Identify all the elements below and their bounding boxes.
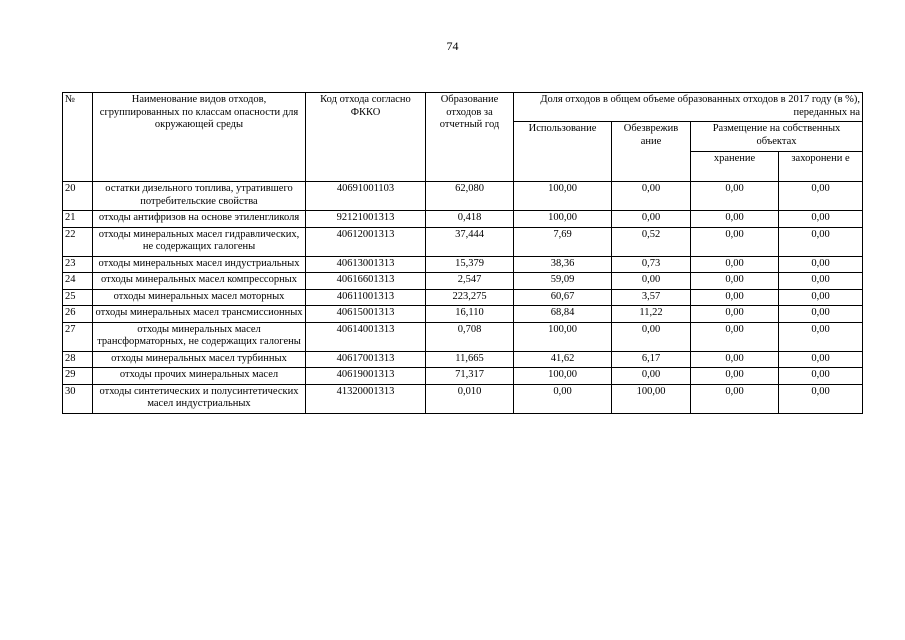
row-num: 30 — [63, 384, 93, 413]
row-code: 40617001313 — [306, 351, 426, 368]
row-use: 0,00 — [514, 384, 612, 413]
row-name: остатки дизельного топлива, утратившего потребительские свойства — [93, 182, 306, 211]
row-storage: 0,00 — [691, 273, 779, 290]
table-row — [63, 368, 863, 385]
row-name: отходы минеральных масел гидравлических, не содержащих галогены — [93, 227, 306, 256]
header-formed: Образование отходов за отчетный год — [426, 93, 514, 182]
row-storage: 0,00 — [691, 211, 779, 228]
row-code: 40612001313 — [306, 227, 426, 256]
row-code: 40615001313 — [306, 306, 426, 323]
header-code: Код отхода согласно ФККО — [306, 93, 426, 182]
row-formed: 2,547 — [426, 273, 514, 290]
row-num: 27 — [63, 322, 93, 351]
row-neutralization: 0,00 — [612, 322, 691, 351]
row-formed: 37,444 — [426, 227, 514, 256]
row-burial: 0,00 — [779, 256, 863, 273]
row-neutralization: 0,52 — [612, 227, 691, 256]
row-storage: 0,00 — [691, 384, 779, 413]
row-use: 100,00 — [514, 322, 612, 351]
row-neutralization: 0,00 — [612, 368, 691, 385]
header-use: Использование — [514, 122, 612, 182]
row-burial: 0,00 — [779, 322, 863, 351]
table-row — [63, 306, 863, 323]
row-name: отходы минеральных масел турбинных — [93, 351, 306, 368]
row-burial: 0,00 — [779, 273, 863, 290]
row-neutralization: 100,00 — [612, 384, 691, 413]
row-code: 40613001313 — [306, 256, 426, 273]
row-storage: 0,00 — [691, 182, 779, 211]
row-use: 100,00 — [514, 368, 612, 385]
table-row — [63, 384, 863, 413]
row-name: отходы минеральных масел компрессорных — [93, 273, 306, 290]
table-row — [63, 182, 863, 211]
row-formed: 0,010 — [426, 384, 514, 413]
row-use: 68,84 — [514, 306, 612, 323]
row-formed: 11,665 — [426, 351, 514, 368]
row-neutralization: 0,00 — [612, 182, 691, 211]
row-code: 40691001103 — [306, 182, 426, 211]
table-row — [63, 211, 863, 228]
row-name: отходы антифризов на основе этиленгликоля — [93, 211, 306, 228]
row-storage: 0,00 — [691, 227, 779, 256]
row-formed: 0,418 — [426, 211, 514, 228]
row-burial: 0,00 — [779, 306, 863, 323]
row-code: 40611001313 — [306, 289, 426, 306]
row-storage: 0,00 — [691, 289, 779, 306]
row-num: 26 — [63, 306, 93, 323]
row-formed: 15,379 — [426, 256, 514, 273]
row-formed: 0,708 — [426, 322, 514, 351]
row-code: 41320001313 — [306, 384, 426, 413]
table-row — [63, 289, 863, 306]
row-burial: 0,00 — [779, 384, 863, 413]
header-neutralization: Обезврежив ание — [612, 122, 691, 182]
row-neutralization: 0,73 — [612, 256, 691, 273]
row-num: 22 — [63, 227, 93, 256]
row-code: 40614001313 — [306, 322, 426, 351]
row-burial: 0,00 — [779, 351, 863, 368]
row-code: 40619001313 — [306, 368, 426, 385]
row-code: 40616601313 — [306, 273, 426, 290]
row-formed: 71,317 — [426, 368, 514, 385]
row-use: 100,00 — [514, 182, 612, 211]
header-burial: захоронени е — [779, 152, 863, 182]
row-burial: 0,00 — [779, 182, 863, 211]
row-storage: 0,00 — [691, 368, 779, 385]
row-num: 20 — [63, 182, 93, 211]
row-storage: 0,00 — [691, 306, 779, 323]
row-use: 60,67 — [514, 289, 612, 306]
row-use: 100,00 — [514, 211, 612, 228]
page-number: 74 — [446, 39, 459, 53]
row-burial: 0,00 — [779, 227, 863, 256]
row-storage: 0,00 — [691, 256, 779, 273]
header-placement: Размещение на собственных объектах — [691, 122, 863, 152]
row-use: 7,69 — [514, 227, 612, 256]
row-burial: 0,00 — [779, 211, 863, 228]
header-num: № — [63, 93, 93, 182]
row-formed: 16,110 — [426, 306, 514, 323]
row-name: отходы минеральных масел моторных — [93, 289, 306, 306]
row-neutralization: 3,57 — [612, 289, 691, 306]
row-num: 24 — [63, 273, 93, 290]
row-name: отходы минеральных масел индустриальных — [93, 256, 306, 273]
table-body — [63, 182, 863, 414]
row-formed: 62,080 — [426, 182, 514, 211]
row-num: 23 — [63, 256, 93, 273]
row-use: 59,09 — [514, 273, 612, 290]
row-num: 29 — [63, 368, 93, 385]
row-storage: 0,00 — [691, 351, 779, 368]
row-name: отходы минеральных масел трансформаторных, не содержащих галогены — [93, 322, 306, 351]
table-row — [63, 227, 863, 256]
header-share: Доля отходов в общем объеме образованных отходов в 2017 году (в %), переданных на — [514, 93, 863, 122]
table-row — [63, 322, 863, 351]
table-row — [63, 351, 863, 368]
row-neutralization: 0,00 — [612, 211, 691, 228]
header-storage: хранение — [691, 152, 779, 182]
header-name: Наименование видов отходов, сгруппированных по классам опасности для окружающей среды — [93, 93, 306, 182]
waste-table — [62, 92, 863, 414]
row-num: 21 — [63, 211, 93, 228]
row-name: отходы синтетических и полусинтетических масел индустриальных — [93, 384, 306, 413]
row-burial: 0,00 — [779, 289, 863, 306]
row-name: отходы минеральных масел трансмиссионных — [93, 306, 306, 323]
table-row — [63, 273, 863, 290]
row-neutralization: 11,22 — [612, 306, 691, 323]
row-use: 41,62 — [514, 351, 612, 368]
row-neutralization: 0,00 — [612, 273, 691, 290]
row-name: отходы прочих минеральных масел — [93, 368, 306, 385]
row-storage: 0,00 — [691, 322, 779, 351]
row-num: 28 — [63, 351, 93, 368]
row-use: 38,36 — [514, 256, 612, 273]
row-burial: 0,00 — [779, 368, 863, 385]
row-neutralization: 6,17 — [612, 351, 691, 368]
table-header — [63, 93, 863, 182]
row-code: 92121001313 — [306, 211, 426, 228]
row-formed: 223,275 — [426, 289, 514, 306]
row-num: 25 — [63, 289, 93, 306]
table-row — [63, 256, 863, 273]
